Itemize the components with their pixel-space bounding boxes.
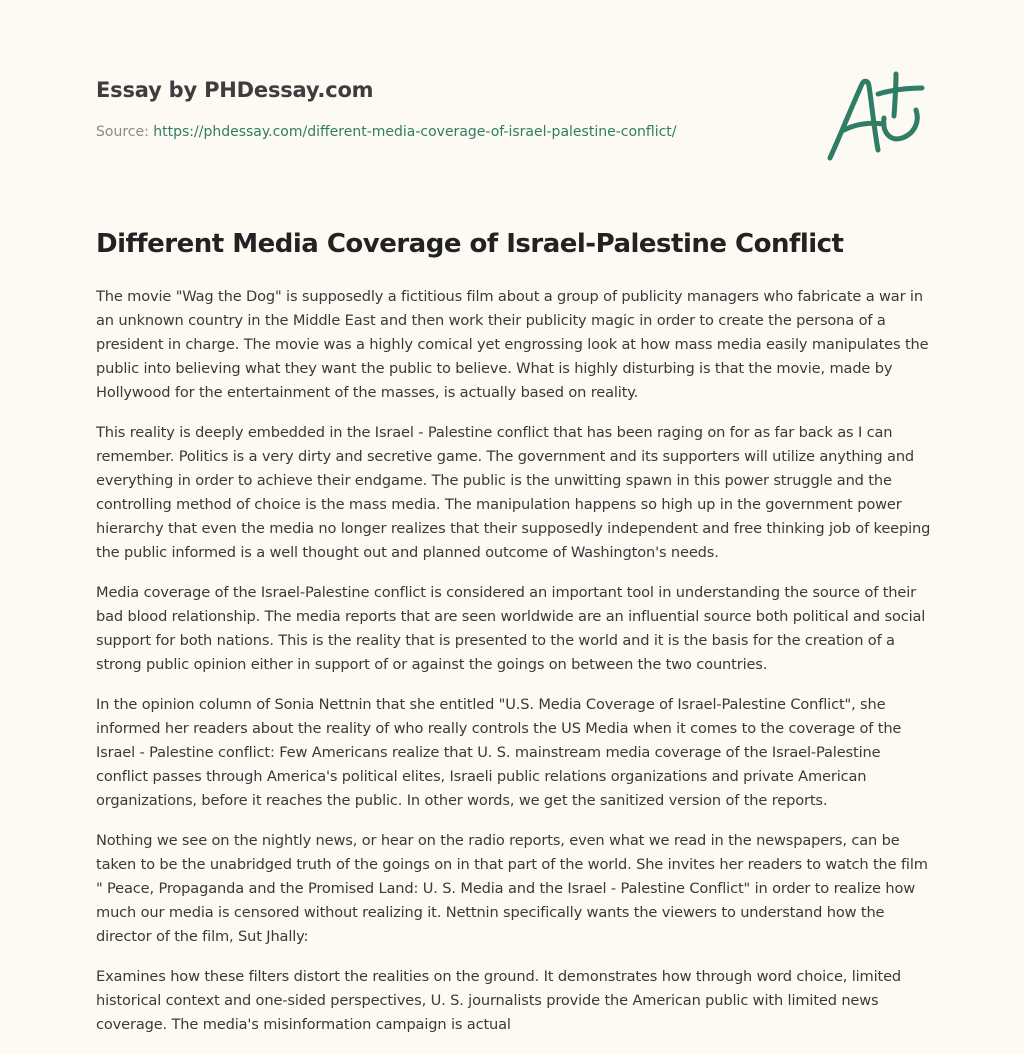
essay-title: Different Media Coverage of Israel-Palestine Conflict bbox=[96, 229, 844, 259]
source-link[interactable]: https://phdessay.com/different-media-coverage-of-israel-palestine-conflict/ bbox=[153, 124, 677, 140]
page-header bbox=[96, 76, 796, 142]
essay-paragraph: This reality is deeply embedded in the Israel - Palestine conflict that has been raging on for as far back as I can remember. Politics is a very dirty and secretive game. The government and its supporters will utilize anything and everything in order to achieve their endgame. The public is the unwitting spawn in this power struggle and the controlling method of choice is the mass media. The manipulation happens so high up in the government power hierarchy that even the media no longer realizes that their supposedly independent and free thinking job of keeping the public informed is a well thought out and planned outcome of Washington's needs. bbox=[96, 424, 931, 561]
essay-body bbox=[96, 285, 932, 1053]
source-line bbox=[96, 122, 796, 142]
essay-paragraph: Examines how these filters distort the realities on the ground. It demonstrates how through word choice, limited historical context and one-sided perspectives, U. S. journalists provide the American public with limited news coverage. The media's misinformation campaign is actual bbox=[96, 968, 902, 1033]
a-plus-logo bbox=[822, 66, 932, 166]
essay-paragraph: Nothing we see on the nightly news, or hear on the radio reports, even what we read in the newspapers, can be taken to be the unabridged truth of the goings on in that part of the world. She invites her readers to watch the film " Peace, Propaganda and the Promised Land: U. S. Media and the Israel - Palestine Conflict" in order to realize how much our media is censored without realizing it. Nettnin specifically wants the viewers to understand how the director of the film, Sut Jhally: bbox=[96, 832, 928, 945]
source-label: Source: bbox=[96, 124, 154, 140]
essay-paragraph: The movie "Wag the Dog" is supposedly a fictitious film about a group of publicity managers who fabricate a war in an unknown country in the Middle East and then work their publicity magic in order to create the persona of a president in charge. The movie was a highly comical yet engrossing look at how mass media easily manipulates the public into believing what they want the public to believe. What is highly disturbing is that the movie, made by Hollywood for the entertainment of the masses, is actually based on reality. bbox=[96, 288, 929, 401]
essay-paragraph: Media coverage of the Israel-Palestine conflict is considered an important tool in understanding the source of their bad blood relationship. The media reports that are seen worldwide are an influential source both political and social support for both nations. This is the reality that is presented to the world and it is the basis for the creation of a strong public opinion either in support of or against the goings on between the two countries. bbox=[96, 584, 926, 673]
site-title: Essay by PHDessay.com bbox=[96, 78, 374, 102]
essay-paragraph: In the opinion column of Sonia Nettnin that she entitled "U.S. Media Coverage of Israel-Palestine Conflict", she informed her readers about the reality of who really controls the US Media when it comes to the coverage of the Israel - Palestine conflict: Few Americans realize that U. S. mainstream media coverage of the Israel-Palestine conflict passes through America's political elites, Israeli public relations organizations and private American organizations, before it reaches the public. In other words, we get the sanitized version of the reports. bbox=[96, 696, 902, 809]
